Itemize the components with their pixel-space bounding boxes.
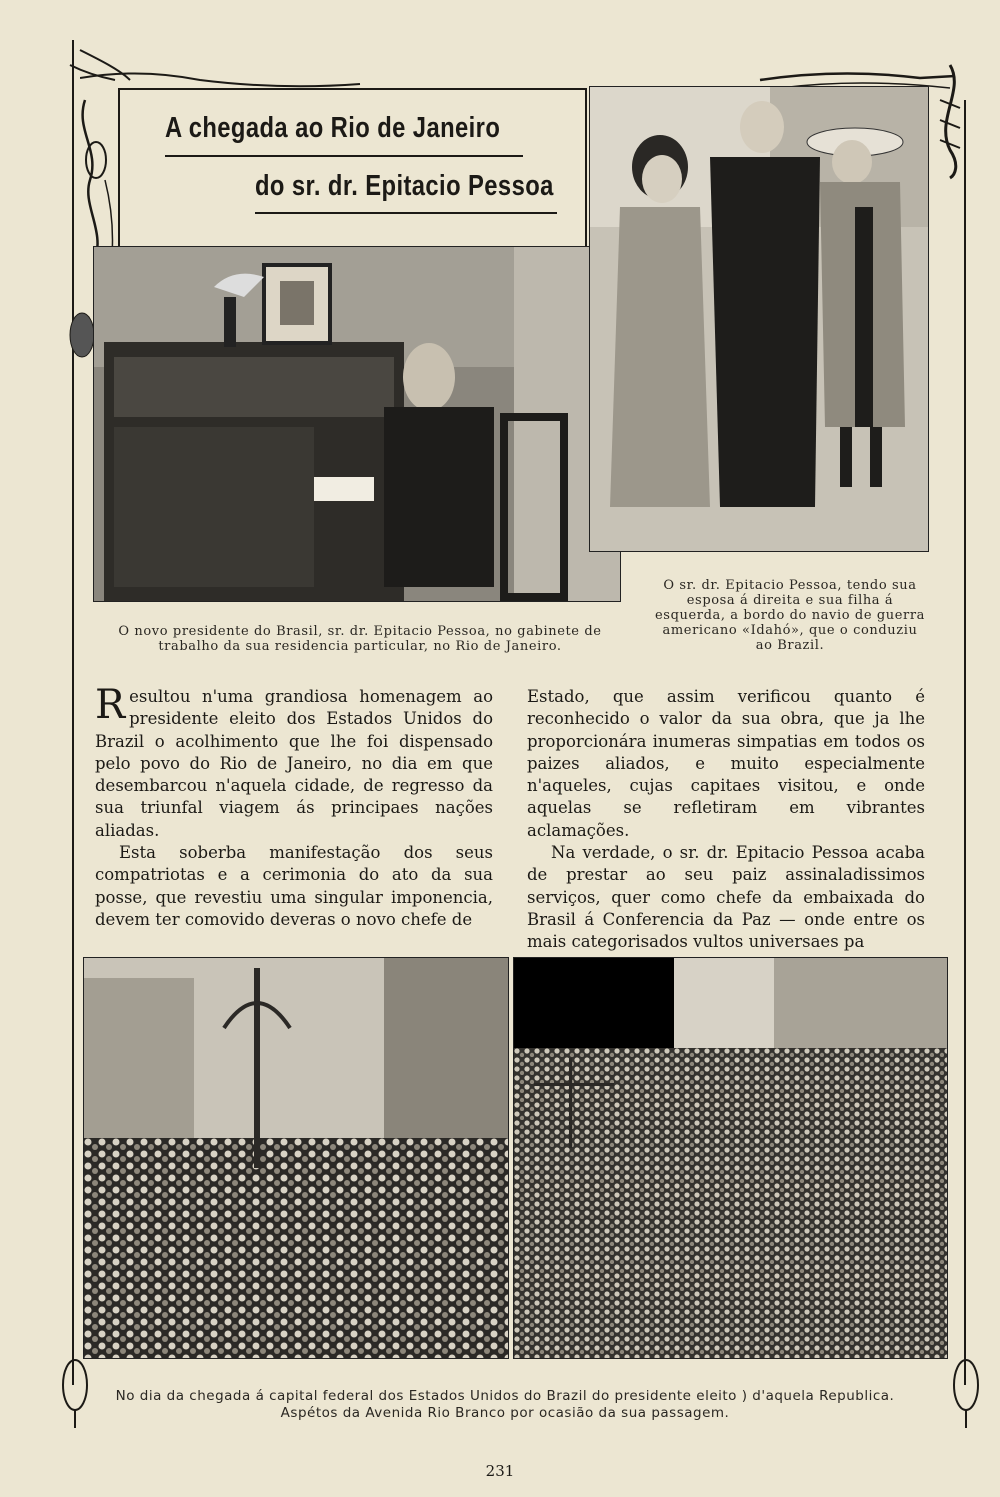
crowd-photo-left xyxy=(83,957,509,1359)
desk-photo xyxy=(93,246,621,602)
article-title-line1: A chegada ao Rio de Janeiro xyxy=(165,112,501,144)
family-photo-caption: O sr. dr. Epitacio Pessoa, tendo sua esposa á direita e sua filha á esquerda, a bordo do navio de guerra americano «Idahó», que o conduziu ao Brazil. xyxy=(655,578,926,653)
title-underline-2 xyxy=(255,212,557,214)
title-box-left xyxy=(118,88,120,248)
page-number: 231 xyxy=(485,1462,515,1480)
title-box-top xyxy=(118,88,586,90)
column2-paragraph2: Na verdade, o sr. dr. Epitacio Pessoa acaba de prestar ao seu paiz assinaladissimos serviços, quer como chefe da embaixada do Brasil á Conferencia da Paz — onde entre os mais categorisados vultos universaes pa xyxy=(527,843,925,952)
bottom-left-ornament xyxy=(55,1350,95,1430)
crowd-photos-caption: No dia da chegada á capital federal dos Estados Unidos do Brazil do presidente eleito ) d'aquela Republica. Aspétos da Avenida Rio Branco por ocasião da sua passagem. xyxy=(115,1388,895,1421)
title-underline-1 xyxy=(165,155,523,157)
top-right-ornament xyxy=(925,60,975,180)
text-column-2 xyxy=(527,686,925,954)
title-box-right xyxy=(585,88,587,248)
bottom-right-ornament xyxy=(946,1350,986,1430)
column1-paragraph2: Esta soberba manifestação dos seus compatriotas e a cerimonia do ato da sua posse, que revestiu uma singular imponencia, devem ter comovido deveras o novo chefe de xyxy=(95,843,493,929)
dropcap: R xyxy=(95,682,126,728)
column1-paragraph1: esultou n'uma grandiosa homenagem ao presidente eleito dos Estados Unidos do Brazil o acolhimento que lhe foi dispensado pelo povo do Rio de Janeiro, no dia em que desembarcou n'aquela cidade, de regresso da sua triunfal viagem ás principaes nações aliadas. xyxy=(95,687,493,840)
crowd-photo-right xyxy=(513,957,948,1359)
frame-right-line xyxy=(964,100,966,1385)
desk-photo-caption: O novo presidente do Brasil, sr. dr. Epitacio Pessoa, no gabinete de trabalho da sua residencia particular, no Rio de Janeiro. xyxy=(118,624,602,654)
column2-paragraph1: Estado, que assim verificou quanto é reconhecido o valor da sua obra, que ja lhe proporcionára inumeras simpatias em todos os paizes aliados, e muito especialmente n'aqueles, cujas capitaes visitou, e onde aquelas se refletiram em vibrantes aclamações. xyxy=(527,687,925,840)
article-title-line2: do sr. dr. Epitacio Pessoa xyxy=(255,170,554,202)
text-column-1 xyxy=(95,682,493,931)
family-photo xyxy=(589,86,929,552)
